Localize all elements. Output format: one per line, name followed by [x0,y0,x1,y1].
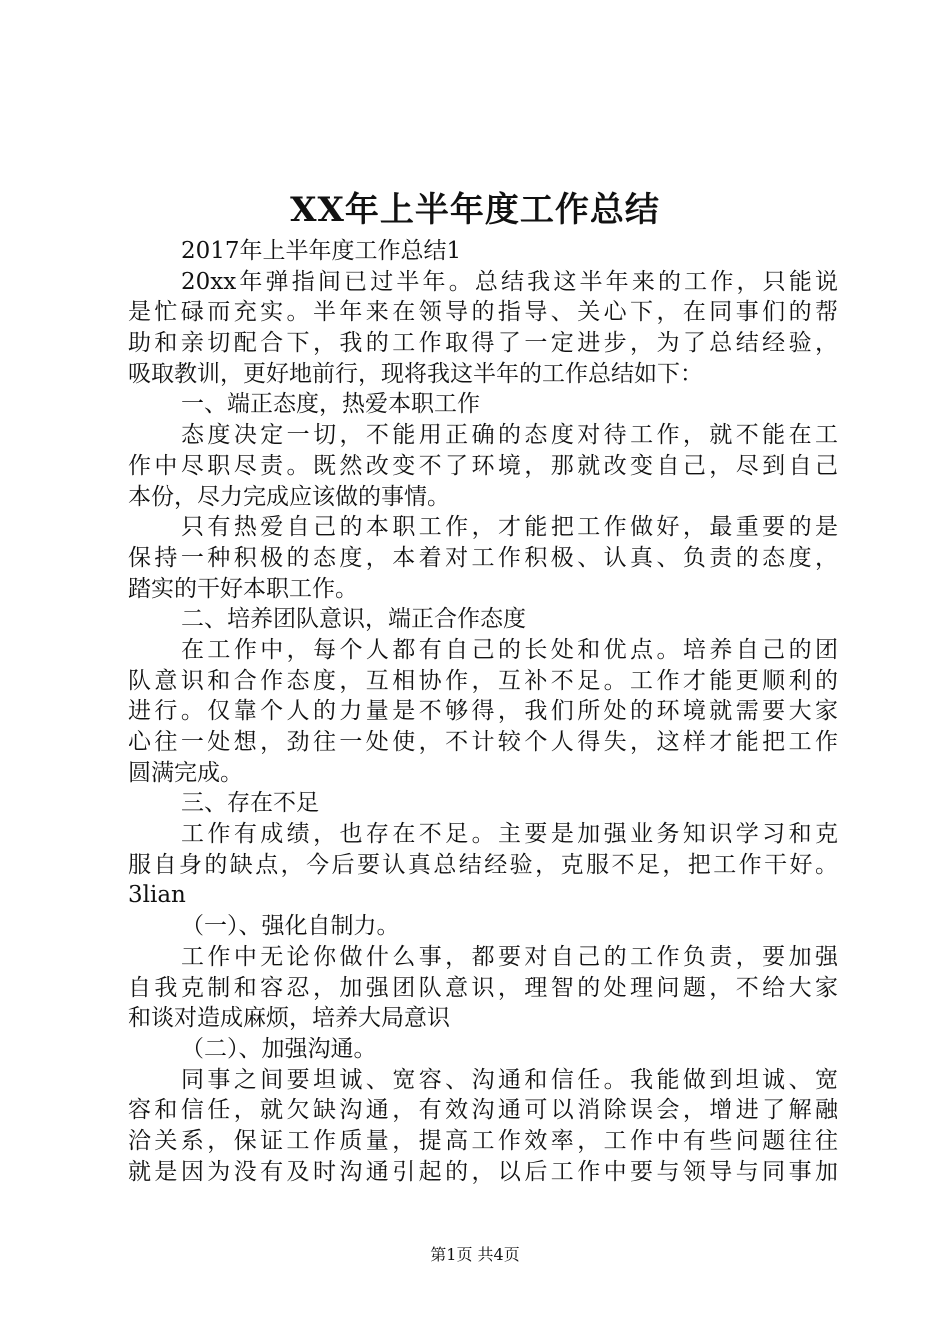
body-line: 吸取教训，更好地前行，现将我这半年的工作总结如下： [128,360,703,387]
body-line: 和谈对造成麻烦，培养大局意识 [128,1005,450,1032]
body-line: 一、端正态度，热爱本职工作 [181,391,480,418]
body-line: 工作有成绩，也存在不足。主要是加强业务知识学习和克 [181,821,838,848]
body-line: 心往一处想，劲往一处使，不计较个人得失，这样才能把工作 [128,729,838,755]
body-line: 服自身的缺点，今后要认真总结经验，克服不足，把工作干好。 [128,851,838,878]
body-line: 踏实的干好本职工作。 [128,575,358,602]
body-line: 2017年上半年度工作总结1 [181,238,462,264]
body-line: 二、培养团队意识，端正合作态度 [181,606,526,633]
body-line: 容和信任，就欠缺沟通，有效沟通可以消除误会，增进了解融 [128,1097,838,1124]
body-line: 工作中无论你做什么事，都要对自己的工作负责，要加强 [181,943,838,970]
body-line: 在工作中，每个人都有自己的长处和优点。培养自己的团 [181,636,838,663]
body-line: （二）、加强沟通。 [181,1035,377,1062]
document-body [128,236,838,1187]
body-line: 助和亲切配合下，我的工作取得了一定进步，为了总结经验， [128,330,838,357]
body-line: 作中尽职尽责。既然改变不了环境，那就改变自己，尽到自己 [128,452,838,479]
body-line: 20xx年弹指间已过半年。总结我这半年来的工作，只能说 [181,268,838,295]
body-line: 队意识和合作态度，互相协作，互补不足。工作才能更顺利的 [128,667,838,694]
document-title: XX年上半年度工作总结 [290,190,660,230]
body-line: 自我克制和容忍，加强团队意识，理智的处理问题，不给大家 [128,974,838,1001]
page-footer: 第1页 共4页 [430,1245,520,1264]
body-line: 洽关系，保证工作质量，提高工作效率，工作中有些问题往往 [128,1127,838,1154]
body-line: 保持一种积极的态度，本着对工作积极、认真、负责的态度， [128,544,838,571]
body-line: 是忙碌而充实。半年来在领导的指导、关心下，在同事们的帮 [128,299,838,326]
body-line: 态度决定一切，不能用正确的态度对待工作，就不能在工 [181,422,838,449]
body-line: 进行。仅靠个人的力量是不够得，我们所处的环境就需要大家 [128,698,838,725]
body-line: 同事之间要坦诚、宽容、沟通和信任。我能做到坦诚、宽 [181,1066,838,1093]
body-line: 圆满完成。 [128,759,243,786]
body-line: 本份，尽力完成应该做的事情。 [128,483,450,510]
body-line: 只有热爱自己的本职工作，才能把工作做好，最重要的是 [181,514,838,541]
body-line: 三、存在不足 [181,790,319,817]
body-line: （一）、强化自制力。 [181,913,400,940]
body-line: 就是因为没有及时沟通引起的，以后工作中要与领导与同事加 [128,1158,838,1185]
body-line: 3lian [128,882,186,909]
